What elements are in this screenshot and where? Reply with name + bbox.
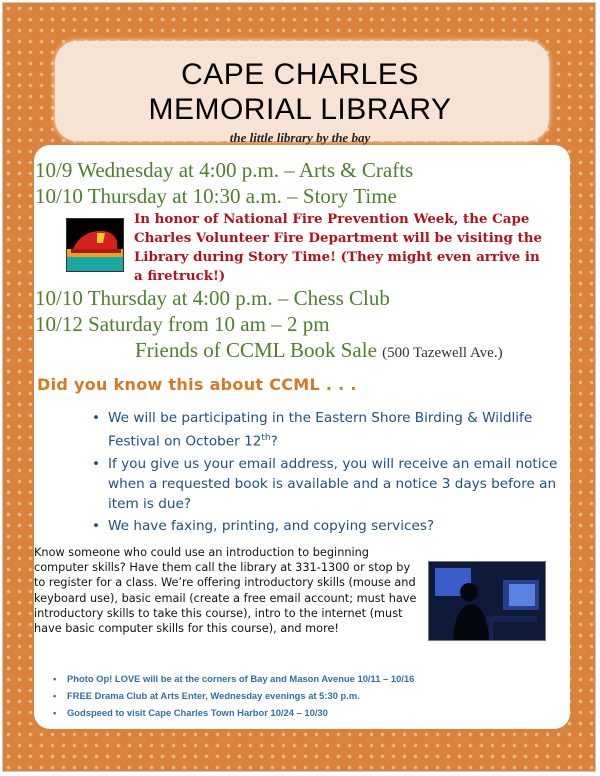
book-sale-location: (500 Tazewell Ave.) (382, 345, 503, 361)
event-book-sale (135, 338, 503, 363)
book-sale-title: Friends of CCML Book Sale (135, 338, 377, 362)
event-book-sale-date: 10/12 Saturday from 10 am – 2 pm (35, 312, 330, 336)
event-chess-club: 10/10 Thursday at 4:00 p.m. – Chess Club (35, 286, 390, 310)
item-end: ? (270, 433, 278, 450)
event-story-time: 10/10 Thursday at 10:30 a.m. – Story Time (35, 184, 397, 208)
did-you-know-list (92, 408, 562, 538)
list-item: • Photo Op! LOVE will be at the corners of Bay and Mason Avenue 10/11 – 10/16 (53, 670, 553, 687)
title-line-2: MEMORIAL LIBRARY (148, 93, 452, 126)
tagline: the little library by the bay (229, 130, 371, 145)
did-you-know-heading: Did you know this about CCML . . . (37, 375, 357, 394)
list-item: • We have faxing, printing, and copying services? (92, 516, 562, 536)
list-item: • Godspeed to visit Cape Charles Town Harbor 10/24 – 10/30 (53, 704, 553, 721)
list-item: • FREE Drama Club at Arts Enter, Wednesday evenings at 5:30 p.m. (53, 687, 553, 704)
computer-skills-paragraph: Know someone who could use an introduction to beginning computer skills? Have them call the library at 331-1300 or stop by to register for a class. We’re offering introductory skills (mouse and keyboard use), basic email (create a free email account; must have introductory skills to take this course), intro to the internet (must have basic computer skills for this course), and more! (34, 546, 417, 636)
event-arts-crafts: 10/9 Wednesday at 4:00 p.m. – Arts & Crafts (35, 158, 414, 182)
item-text: We will be participating in the Eastern Shore Birding & Wildlife Festival on October 12 (108, 410, 533, 450)
fire-prevention-note: In honor of National Fire Prevention Week, the Cape Charles Volunteer Fire Department will be visiting the Library during Story Time! (They might even arrive in a firetruck!) (134, 211, 542, 284)
list-item: • If you give us your email address, you will receive an email notice when a requested book is available and a notice 3 days before an item is due? (92, 454, 562, 514)
list-item (92, 408, 562, 452)
computer-user-photo (428, 561, 546, 641)
item-superscript: th (261, 433, 271, 443)
notes-list (53, 670, 553, 721)
title-line-1: CAPE CHARLES (181, 58, 419, 91)
fire-helmet-icon (66, 218, 124, 272)
